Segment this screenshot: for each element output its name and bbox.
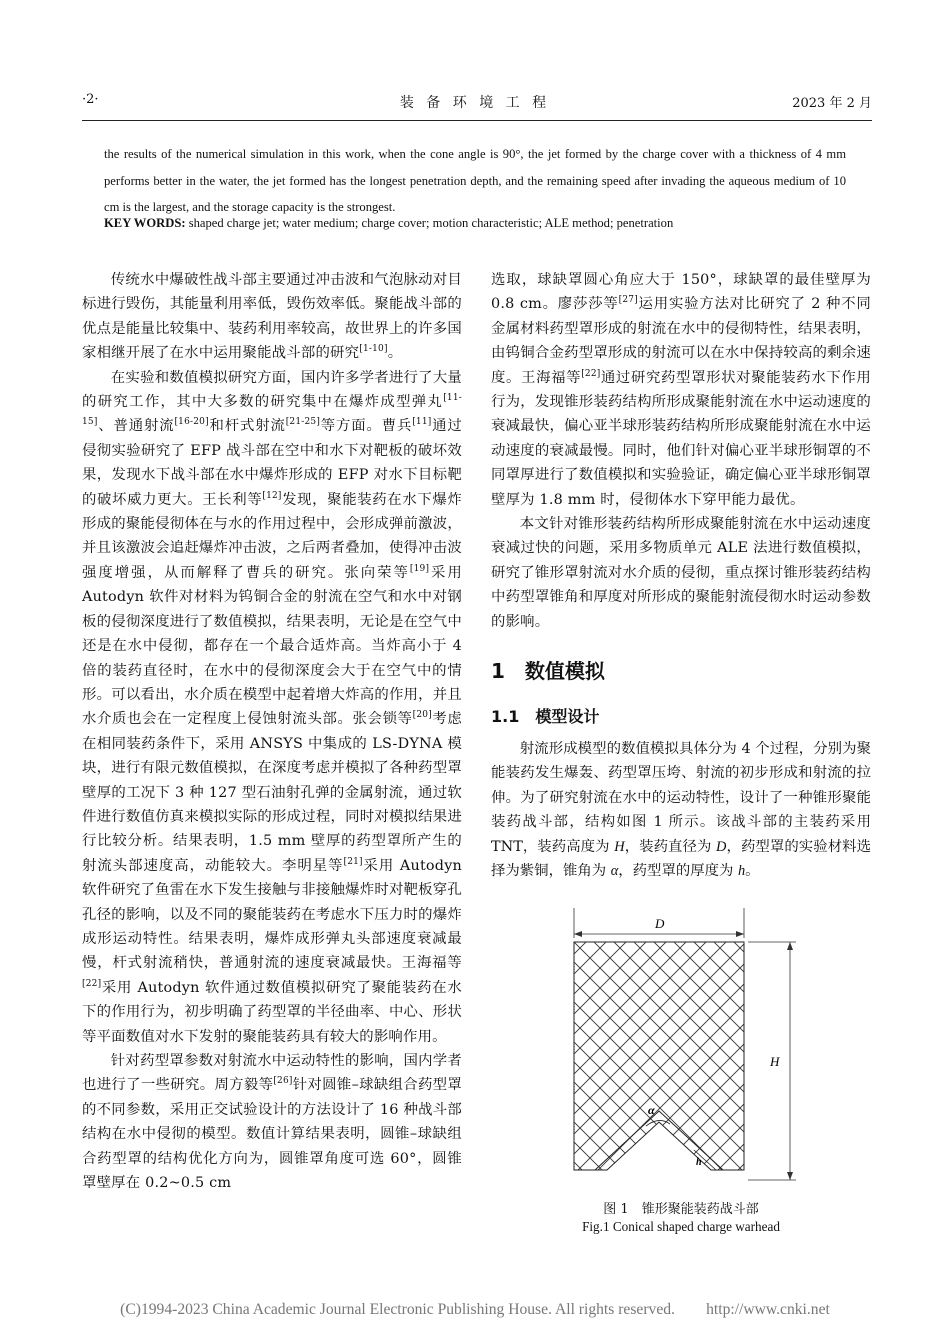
right-column — [491, 268, 871, 634]
intro-paragraph-3 — [82, 1049, 462, 1195]
text-run: 采用 Autodyn 软件研究了鱼雷在水下发生接触与非接触爆炸时对靶板穿孔孔径的影响，以及不同的聚能装药在考虑水下压力时的爆炸成形运动特性。结果表明，爆炸成形弹丸头部速度衰减最慢，杆式射流稍快，普通射流的速度衰减最快。王海福等 — [82, 857, 462, 972]
citation: [22] — [581, 368, 601, 379]
text-run: 针对药型罩参数对射流水中运动特性的影响，国内学者也进行了一些研究。周方毅等 — [82, 1053, 462, 1094]
label-h: h — [696, 1157, 702, 1168]
intro-paragraph-3-cont — [491, 268, 871, 512]
text-run: 通过研究药型罩形状对聚能装药水下作用行为，发现锥形装药结构所形成聚能射流在水中运动速度的衰减最快，偏心亚半球形装药结构所形成聚能射流在水中运动速度的衰减最慢。同时，他们针对偏心亚半球形铜罩的不同罩厚进行了数值模拟和实验验证，确定偏心亚半球形铜罩壁厚为 1.8 mm 时，侵彻体水下穿甲能力最优。 — [491, 369, 871, 508]
text-run: ，药型罩的实验材料选择为紫铜，锥角为 — [491, 838, 871, 880]
section-heading-1-1: 1.1 模型设计 — [491, 707, 600, 726]
citation: [11] — [412, 417, 432, 428]
citation: [21] — [343, 856, 363, 867]
text-run: 运用实验方法对比研究了 2 种不同金属材料药型罩形成的射流在水中的侵彻特性，结果表明，由钨铜合金药型罩形成的射流可以在水中保持较高的剩余速度。王海福等 — [491, 296, 871, 386]
text-run: 、普通射流 — [97, 418, 175, 435]
text-run: 。 — [387, 345, 403, 362]
label-alpha: α — [648, 1103, 655, 1117]
warhead-diagram — [560, 908, 800, 1188]
journal-title: 装 备 环 境 工 程 — [399, 95, 551, 111]
text-run: 通过侵彻实验研究了 EFP 战斗部在空中和水下对靶板的破坏效果，发现水下战斗部在水中爆炸形成的 EFP 对水下目标靶的破坏威力更大。王长利等 — [82, 418, 462, 508]
intro-paragraph-2 — [82, 366, 462, 1049]
text-run: 射流形成模型的数值模拟具体分为 4 个过程，分别为聚能装药发生爆轰、药型罩压垮、射流的初步形成和射流的拉伸。为了研究射流在水中的运动特性，设计了一种锥形聚能装药战斗部，结构如图 1 所示。该战斗部的主装药采用 TNT，装药高度为 — [491, 741, 871, 855]
keywords — [104, 211, 846, 235]
text-run: 发现，聚能装药在水下爆炸形成的聚能侵彻体在与水的作用过程中，会形成弹前激波，并且该激波会追赶爆炸冲击波，之后两者叠加，使得冲击波强度增强，从而解释了曹兵的研究。张向荣等 — [82, 491, 462, 581]
citation: [19] — [409, 564, 430, 575]
citation: [20] — [412, 710, 432, 721]
arrow-D-right — [736, 931, 744, 937]
page-number: ·2· — [82, 92, 99, 107]
left-column — [82, 268, 462, 1195]
copyright-footer: (C)1994-2023 China Academic Journal Electronic Publishing House. All rights reserved. http://www.cnki.net — [120, 1301, 830, 1318]
text-run: 考虑在相同装药条件下，采用 ANSYS 中集成的 LS-DYNA 模块，进行有限元数值模拟，在深度考虑并模拟了各种药型罩壁厚的工况下 3 种 127 型石油射孔弹的金属射流，通过软件进行数值仿真来模拟实际的形成过程，同时对模拟结果进行比较分析。结果表明，1.5 mm 壁厚的药型罩所产生的射流头部速度高，动能较大。李明星等 — [82, 711, 462, 874]
text-run: 和杆式射流 — [208, 418, 286, 435]
citation: [12] — [262, 490, 282, 501]
section-heading-1: 1 数值模拟 — [491, 659, 605, 683]
citation: [27] — [618, 295, 638, 306]
keywords-label: KEY WORDS: — [104, 216, 186, 230]
text-run: 采用 Autodyn 软件通过数值模拟研究了聚能装药在水下的作用行为，初步明确了药型罩的半径曲率、中心、形状等平面数值对水下发射的聚能装药具有较大的影响作用。 — [82, 979, 462, 1045]
text-run: 选取，球缺罩圆心角应大于 150°，球缺罩的最佳壁厚为 0.8 cm。廖莎莎等 — [491, 272, 871, 313]
keywords-text: shaped charge jet; water medium; charge cover; motion characteristic; ALE method; penetration — [188, 216, 674, 230]
figure-caption-en: Fig.1 Conical shaped charge warhead — [582, 1219, 780, 1234]
text-run: 。 — [745, 863, 760, 880]
arrow-H-bottom — [787, 1172, 793, 1180]
var-D: D — [716, 838, 727, 855]
var-H: H — [614, 838, 625, 855]
text-run: 等方面。曹兵 — [320, 418, 413, 435]
citation: [16-20] — [174, 417, 209, 428]
intro-paragraph-1 — [82, 268, 462, 366]
figure-caption-cn: 图 1 锥形聚能装药战斗部 — [603, 1202, 759, 1217]
intro-paragraph-4: 本文针对锥形装药结构所形成聚能射流在水中运动速度衰减过快的问题，采用多物质单元 ALE 法进行数值模拟，研究了锥形罩射流对水介质的侵彻，重点探讨锥形装药结构中药型罩锥角和厚度对所形成的聚能射流侵彻水时运动参数的影响。 — [491, 516, 871, 630]
text-run: ，药型罩的厚度为 — [618, 863, 738, 880]
model-paragraph — [491, 737, 871, 883]
var-alpha: α — [610, 863, 619, 880]
text-run: ，装药直径为 — [624, 838, 717, 855]
text-run: 针对圆锥–球缺组合药型罩的不同参数，采用正交试验设计的方法设计了 16 种战斗部结构在水中侵彻的模型。数值计算结果表明，圆锥–球缺组合药型罩的结构优化方向为，圆锥罩角度可选 60°，圆锥罩壁厚在 0.2~0.5 cm — [82, 1077, 462, 1192]
abstract-paragraph: the results of the numerical simulation in this work, when the cone angle is 90°, the jet formed by the charge cover with a thickness of 4 mm performs better in the water, the jet formed has the longest penetration depth, and the remaining speed after invading the aqueous medium of 10 cm is the largest, and the storage capacity is the strongest. — [104, 147, 846, 215]
figure-1 — [560, 908, 800, 1188]
citation: [22] — [82, 978, 102, 989]
issue-date: 2023 年 2 月 — [792, 96, 872, 111]
charge-hatch — [560, 908, 800, 1188]
citation: [21-25] — [285, 417, 321, 428]
label-H: H — [770, 1054, 780, 1069]
label-D: D — [655, 916, 665, 931]
abstract-text — [104, 141, 846, 221]
arrow-H-top — [787, 942, 793, 950]
section-1-1-body — [491, 737, 871, 883]
text-run: 传统水中爆破性战斗部主要通过冲击波和气泡脉动对目标进行毁伤，其能量利用率低，毁伤效率低。聚能战斗部的优点是能量比较集中、装药利用率较高，故世界上的许多国家相继开展了在水中运用聚能战斗部的研究 — [82, 272, 462, 362]
header-rule — [82, 120, 872, 121]
var-h: h — [737, 863, 746, 880]
arrow-D-left — [574, 931, 582, 937]
citation: [26] — [273, 1076, 293, 1087]
citation: [1-10] — [359, 344, 388, 355]
citation: [11-15] — [82, 393, 462, 428]
text-run: 采用 Autodyn 软件对材料为钨铜合金的射流在空气和水中对钢板的侵彻深度进行了数值模拟，结果表明，无论是在空气中还是在水中侵彻，都存在一个最合适炸高。当炸高小于 4 倍的装药直径时，在水中的侵彻深度会大于在空气中的情形。可以看出，水介质在模型中起着增大炸高的作用，并且水介质也会在一定程度上侵蚀射流头部。张会锁等 — [82, 564, 462, 728]
text-run: 在实验和数值模拟研究方面，国内许多学者进行了大量的研究工作，其中大多数的研究集中在爆炸成型弹丸 — [82, 369, 462, 411]
